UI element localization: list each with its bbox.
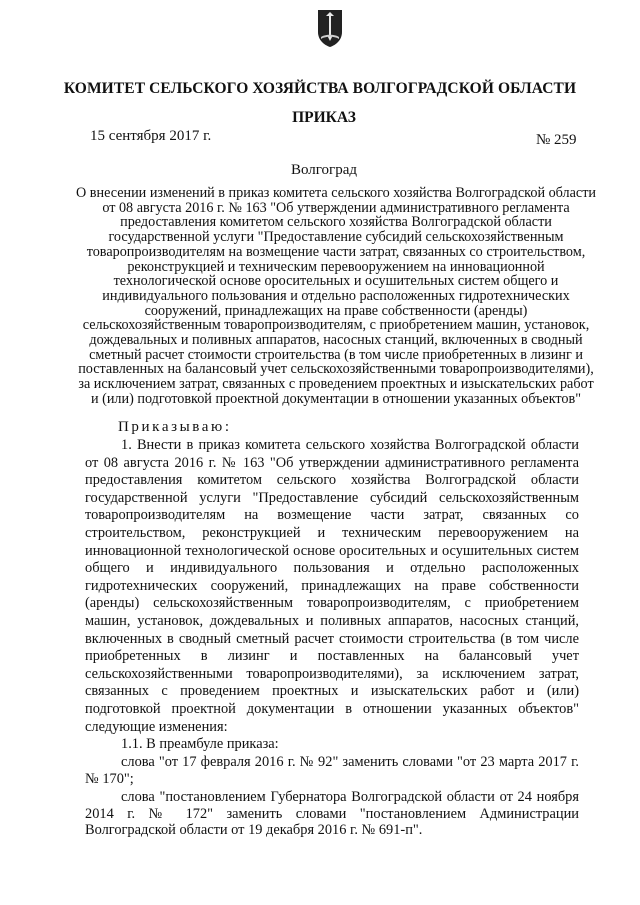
- order-item-1-1: 1.1. В преамбуле приказа:: [121, 736, 279, 753]
- change-paragraph-2: слова "постановлением Губернатора Волгоградской области от 24 ноября 2014 г. № 172" заменить словами "постановлением Администрации Волгоградской области от 19 декабря 2016 г. № 691-п".: [85, 788, 579, 839]
- document-type: ПРИКАЗ: [292, 109, 356, 126]
- change-paragraph-1: слова "от 17 февраля 2016 г. № 92" заменить словами "от 23 марта 2017 г. № 170";: [85, 753, 579, 788]
- document-number: № 259: [536, 132, 577, 148]
- document-date: 15 сентября 2017 г.: [90, 128, 212, 144]
- volgograd-region-coat-of-arms-icon: [316, 8, 344, 48]
- document-body: [85, 437, 579, 839]
- document-subject: О внесении изменений в приказ комитета сельского хозяйства Волгоградской области от 08 августа 2016 г. № 163 "Об утверждении административного регламента предоставления комитетом сельского хозяйства Волгоградской области государственной услуги "Предоставление субсидий сельскохозяйственным товаропроизводителям на возмещение части затрат, связанных со строительством, реконструкцией и техническим перевооружением на инновационной технологической основе оросительных и осушительных систем общего и индивидуального пользования и отдельно расположенных гидротехнических сооружений, принадлежащих на праве собственности (аренды) сельскохозяйственным товаропроизводителям, с приобретением машин, установок, дождевальных и поливных аппаратов, насосных станций, включенных в сводный сметный расчет стоимости строительства (в том числе приобретенных в лизинг и поставленных на балансовый учет сельскохозяйственными товаропроизводителями), за исключением затрат, связанных с проведением проектных и изыскательских работ и (или) подготовкой проектной документации в отношении указанных объектов": [76, 185, 597, 407]
- document-city: Волгоград: [290, 162, 357, 178]
- order-item-1: 1. Внести в приказ комитета сельского хозяйства Волгоградской области от 08 августа 2016 г. № 163 "Об утверждении административного регламента предоставления комитетом сельского хозяйства Волгоградской области государственной услуги "Предоставление субсидий сельскохозяйственным товаропроизводителям на возмещение части затрат, связанных со строительством, реконструкцией и техническим перевооружением на инновационной технологической основе оросительных и осушительных систем общего и индивидуального пользования и отдельно расположенных гидротехнических сооружений, принадлежащих на праве собственности (аренды) сельскохозяйственным товаропроизводителям, с приобретением машин, установок, дождевальных и поливных аппаратов, насосных станций, включенных в сводный сметный расчет стоимости строительства (в том числе приобретенных в лизинг и поставленных на балансовый учет сельскохозяйственными товаропроизводителями), за исключением затрат, связанных с проведением проектных и изыскательских работ и (или) подготовкой проектной документации в отношении указанных объектов" следующие изменения:: [85, 437, 579, 735]
- order-word: Приказываю:: [118, 419, 232, 435]
- committee-name: КОМИТЕТ СЕЛЬСКОГО ХОЗЯЙСТВА ВОЛГОГРАДСКОЙ ОБЛАСТИ: [63, 80, 577, 97]
